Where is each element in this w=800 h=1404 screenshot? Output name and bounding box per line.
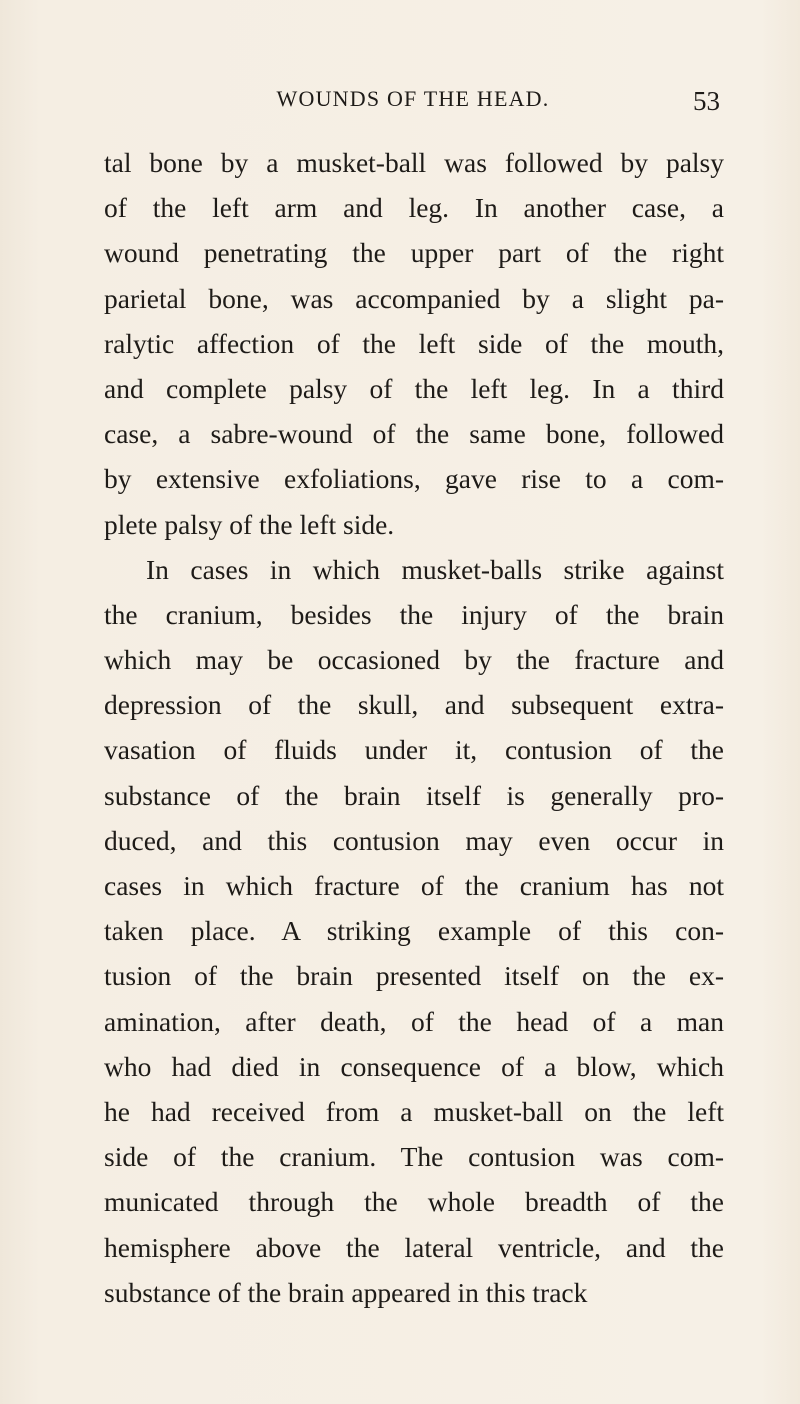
text-line: cases in which fracture of the cranium has not — [104, 870, 724, 901]
text-line: side of the cranium. The contusion was com- — [104, 1141, 724, 1173]
paragraph-start-line: In cases in which musket-balls strike against — [146, 553, 724, 585]
text-line: of the left arm and leg. In another case, a — [104, 192, 724, 224]
page-number: 53 — [693, 86, 720, 116]
text-line: taken place. A striking example of this con- — [104, 915, 724, 947]
text-line: hemisphere above the lateral ventricle, and the — [104, 1231, 724, 1263]
text-line: vasation of fluids under it, contusion of the — [104, 734, 724, 766]
text-line: amination, after death, of the head of a man — [104, 1005, 724, 1037]
text-line: and complete palsy of the left leg. In a third — [104, 372, 724, 404]
text-line: tal bone by a musket-ball was followed by palsy — [104, 147, 724, 178]
text-line: which may be occasioned by the fracture and — [104, 644, 724, 676]
text-line: by extensive exfoliations, gave rise to a com- — [104, 463, 724, 495]
text-line: case, a sabre-wound of the same bone, followed — [104, 418, 724, 450]
text-line: depression of the skull, and subsequent extra- — [104, 689, 724, 721]
text-line: substance of the brain itself is generally pro- — [104, 779, 724, 811]
body-text — [104, 140, 724, 1315]
text-line: the cranium, besides the injury of the brain — [104, 598, 724, 630]
text-line: who had died in consequence of a blow, which — [104, 1050, 724, 1082]
text-line: ralytic affection of the left side of the mouth, — [104, 327, 724, 359]
text-line: municated through the whole breadth of the — [104, 1186, 724, 1218]
text-line: wound penetrating the upper part of the right — [104, 237, 724, 269]
text-line: tusion of the brain presented itself on the ex- — [104, 960, 724, 992]
paragraph-end-line: plete palsy of the left side. — [104, 508, 395, 540]
text-line: parietal bone, was accompanied by a slight pa- — [104, 282, 724, 314]
text-line: duced, and this contusion may even occur in — [104, 824, 724, 856]
running-header — [106, 86, 720, 122]
text-line: he had received from a musket-ball on the left — [104, 1095, 724, 1127]
text-line: substance of the brain appeared in this track — [104, 1276, 588, 1308]
running-title: WOUNDS OF THE HEAD. — [276, 86, 550, 111]
